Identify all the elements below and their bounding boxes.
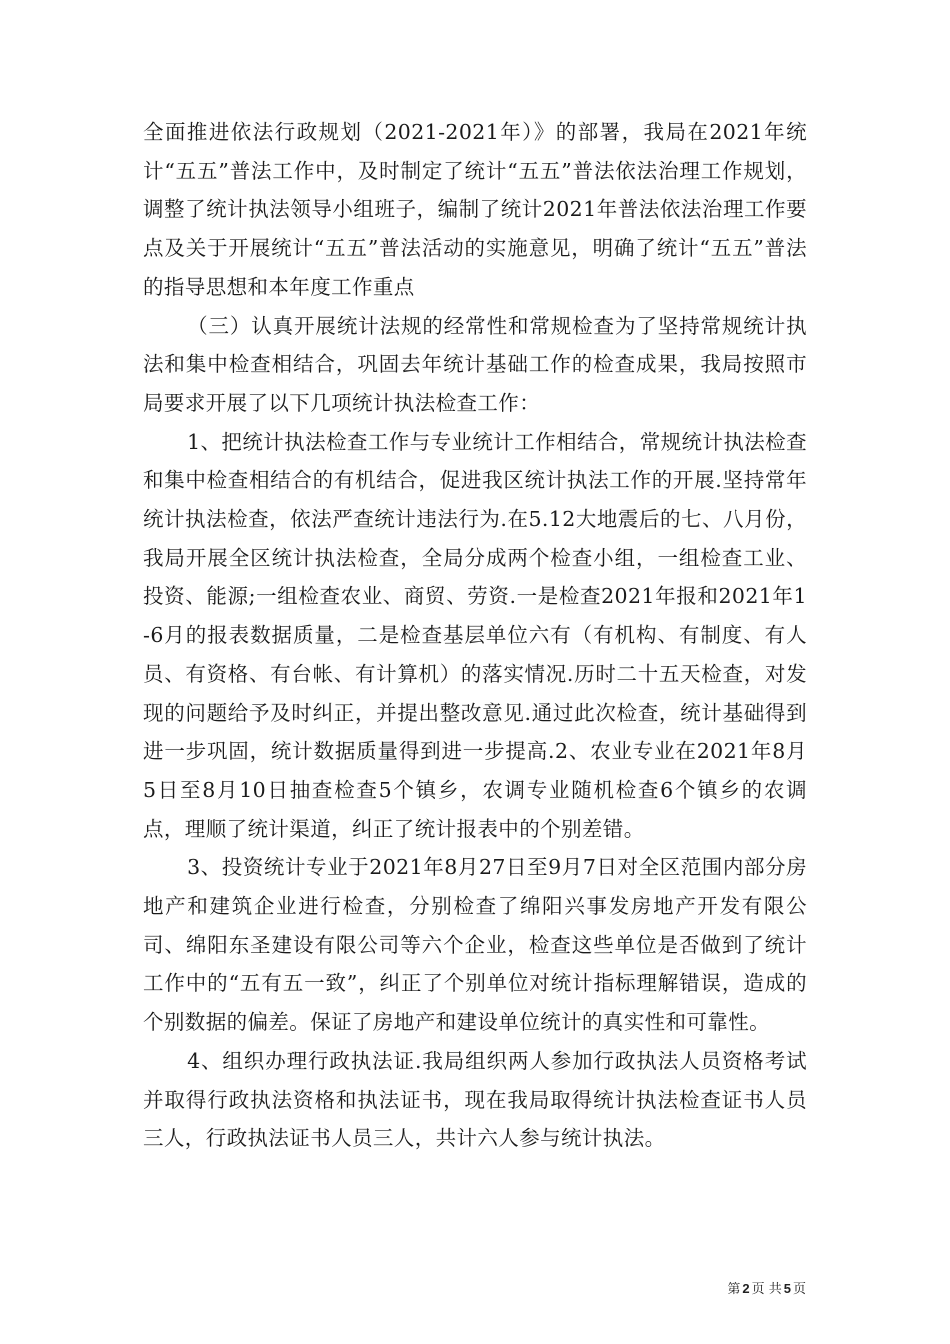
paragraph-section-3-heading: （三）认真开展统计法规的经常性和常规检查为了坚持常规统计执法和集中检查相结合，巩固去年统计基础工作的检查成果，我局按照市局要求开展了以下几项统计执法检查工作： [143,313,807,415]
paragraph-continuation: 全面推进依法行政规划（2021-2021年）》的部署，我局在2021年统计“五五”普法工作中，及时制定了统计“五五”普法依法治理工作规划，调整了统计执法领导小组班子，编制了统计2021年普法依法治理工作要点及关于开展统计“五五”普法活动的实施意见，明确了统计“五五”普法的指导思想和本年度工作重点 [143,120,807,299]
paragraph-item-4: 4、组织办理行政执法证.我局组织两人参加行政执法人员资格考试并取得行政执法资格和执法证书，现在我局取得统计执法检查证书人员三人，行政执法证书人员三人，共计六人参与统计执法。 [143,1048,807,1151]
footer-suffix: 页 [792,1282,806,1297]
footer-middle: 页 共 [751,1282,782,1297]
paragraph-item-3: 3、投资统计专业于2021年8月27日至9月7日对全区范围内部分房地产和建筑企业进行检查，分别检查了绵阳兴事发房地产开发有限公司、绵阳东圣建设有限公司等六个企业，检查这些单位是否做到了统计工作中的“五有五一致”，纠正了个别单位对统计指标理解错误，造成的个别数据的偏差。保证了房地产和建设单位统计的真实性和可靠性。 [143,855,807,1035]
footer-current-page: 2 [742,1281,750,1296]
page-number-footer [727,1278,806,1297]
footer-total-pages: 5 [783,1281,791,1296]
paragraph-item-1-2: 1、把统计执法检查工作与专业统计工作相结合，常规统计执法检查和集中检查相结合的有机结合，促进我区统计执法工作的开展.坚持常年统计执法检查，依法严查统计违法行为.在5.12大地震后的七、八月份，我局开展全区统计执法检查，全局分成两个检查小组，一组检查工业、投资、能源;一组检查农业、商贸、劳资.一是检查2021年报和2021年1-6月的报表数据质量，二是检查基层单位六有（有机构、有制度、有人员、有资格、有台帐、有计算机）的落实情况.历时二十五天检查，对发现的问题给予及时纠正，并提出整改意见.通过此次检查，统计基础得到进一步巩固，统计数据质量得到进一步提高.2、农业专业在2021年8月5日至8月10日抽查检查5个镇乡，农调专业随机检查6个镇乡的农调点，理顺了统计渠道，纠正了统计报表中的个别差错。 [143,429,807,841]
document-body [143,113,807,1158]
footer-prefix: 第 [727,1282,741,1297]
